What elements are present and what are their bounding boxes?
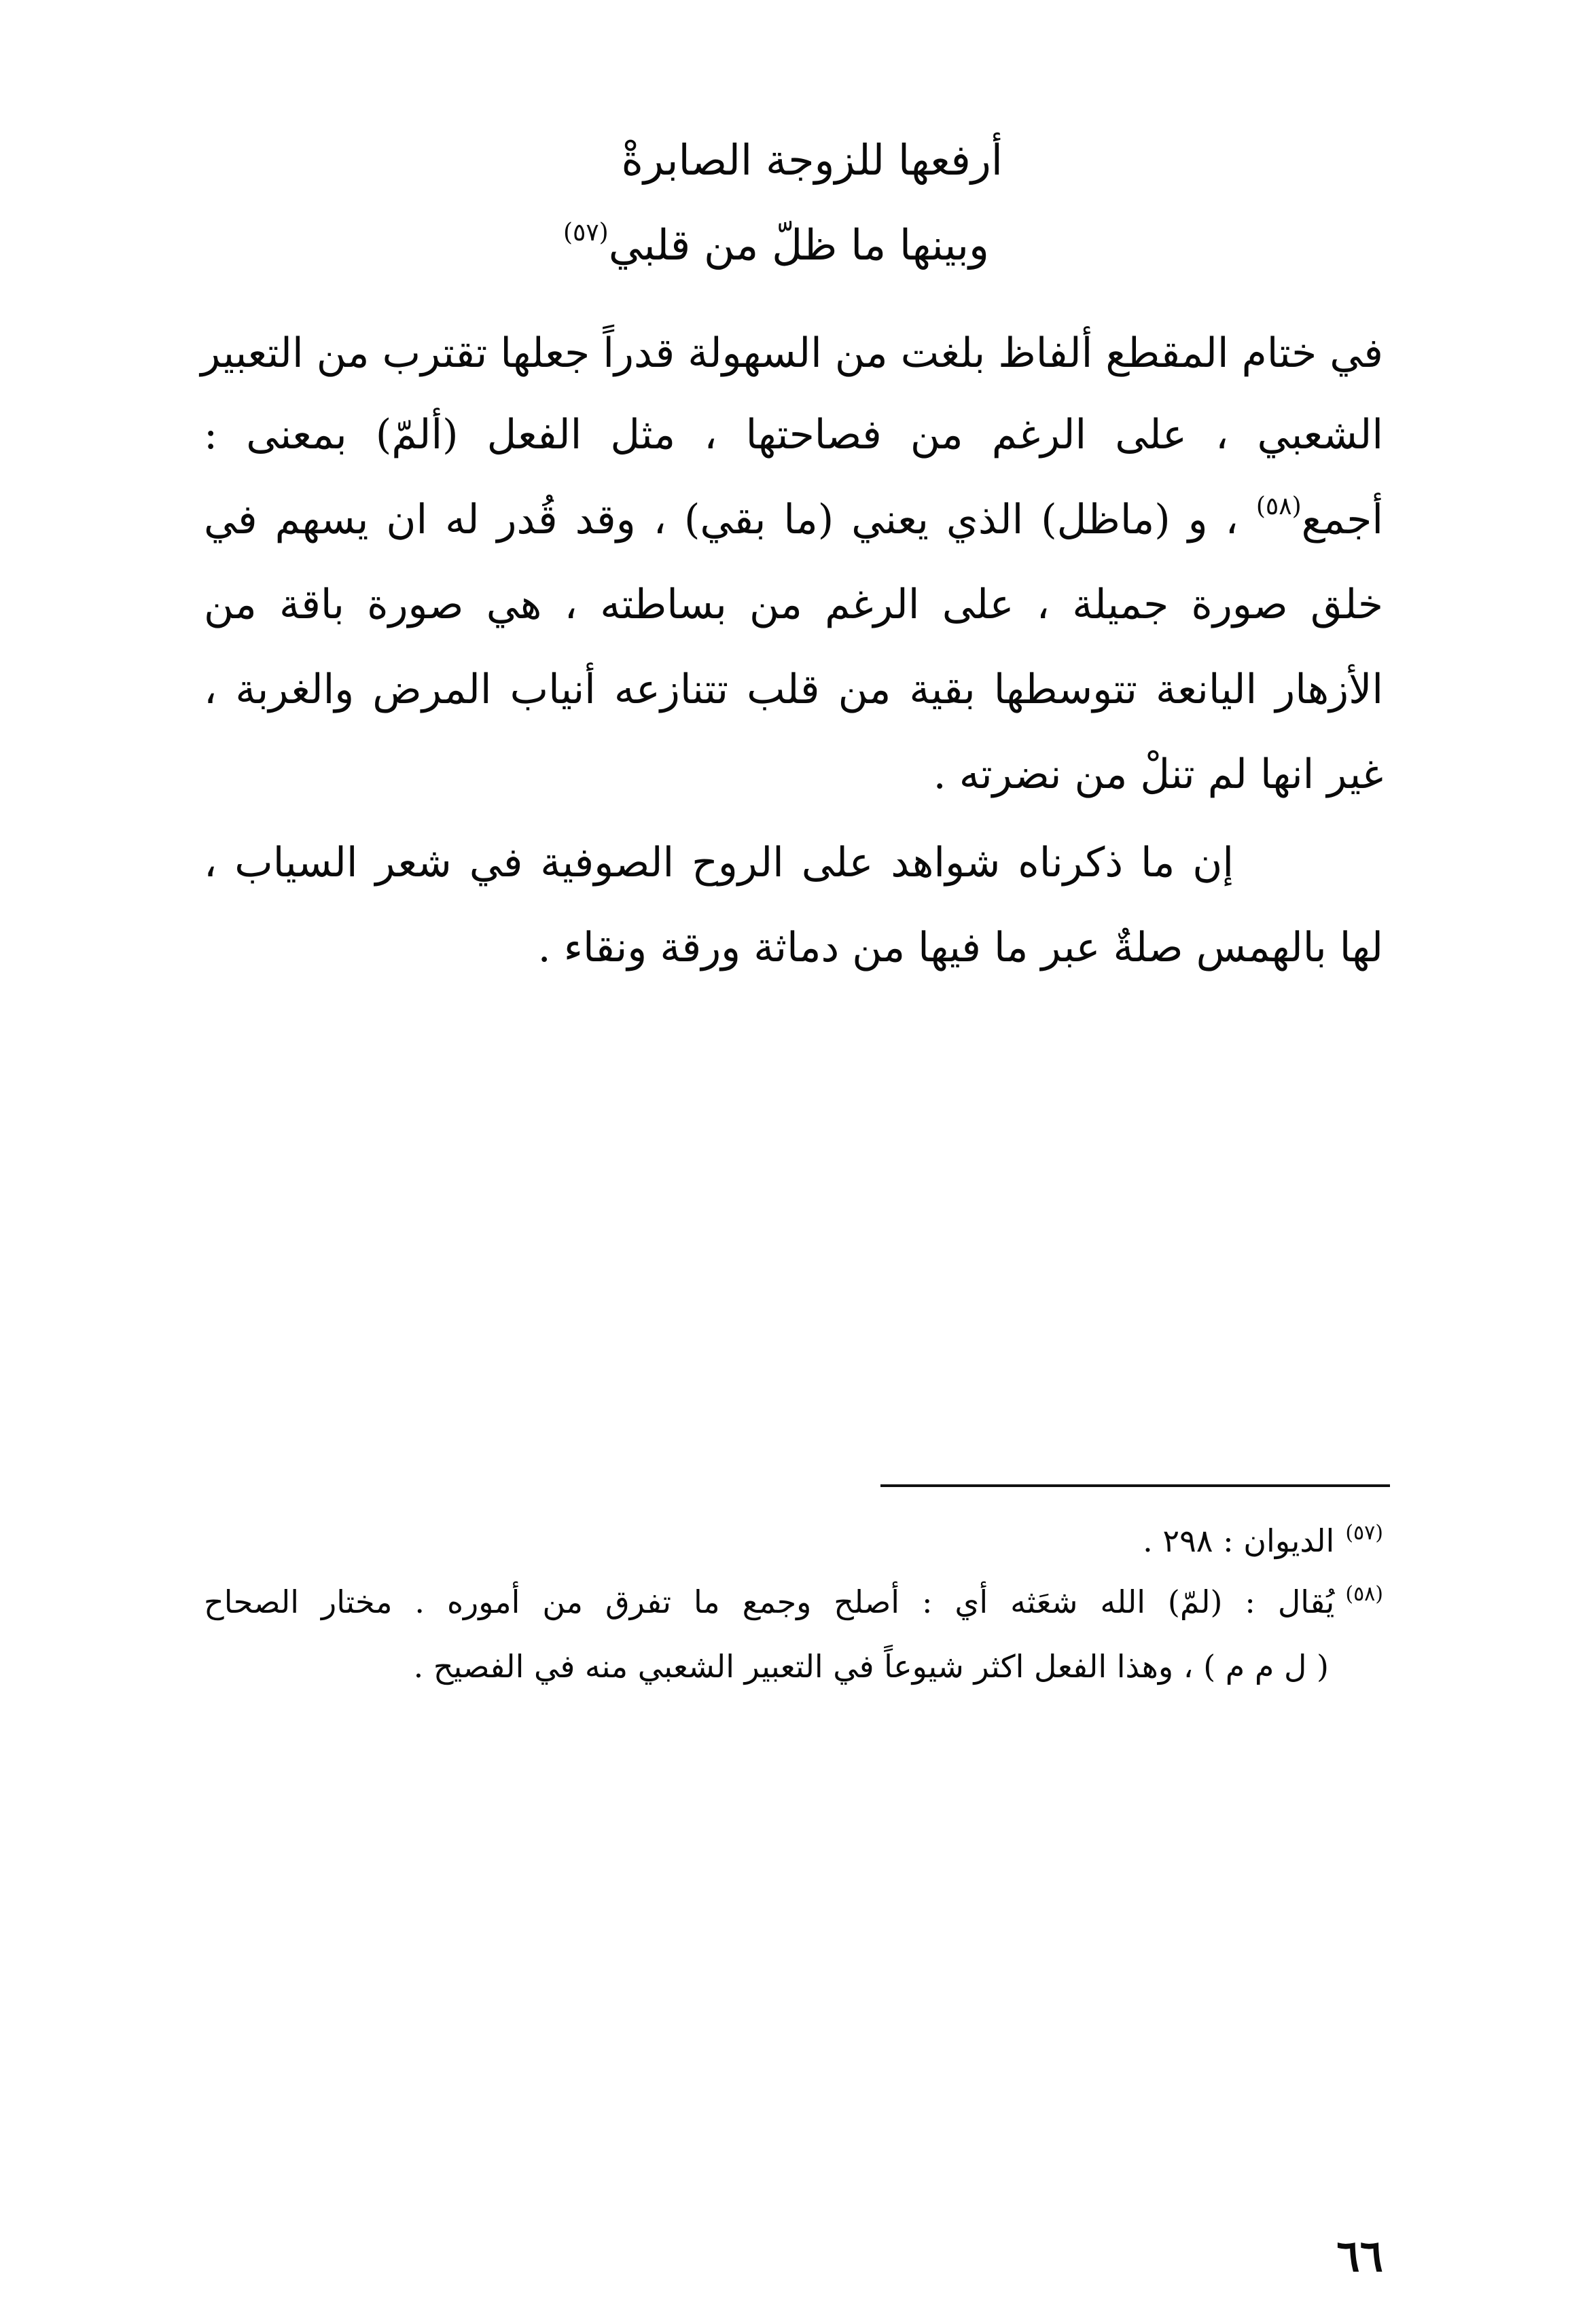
footnote-58-number: (٥٨) xyxy=(1345,1582,1384,1606)
paragraph-1-line-5: الأزهار اليانعة تتوسطها بقية من قلب تتنازعه أنياب المرض والغربة ، xyxy=(204,666,1383,713)
paragraph-1-line-3-start: أجمع xyxy=(1301,496,1383,543)
paragraph-2-line-2: لها بالهمس صلةٌ عبر ما فيها من دماثة ورقة ونقاء . xyxy=(537,924,1383,971)
paragraph-2-line-1: إن ما ذكرناه شواهد على الروح الصوفية في شعر السياب ، xyxy=(204,839,1234,887)
footnote-58-text-1: يُقال : (لمّ) الله شعَثه أي : أصلح وجمع ما تفرق من أموره . مختار الصحاح xyxy=(204,1584,1335,1620)
paragraph-1-line-3 xyxy=(204,493,1383,543)
footnote-58-line-1 xyxy=(204,1582,1384,1620)
footnote-separator xyxy=(880,1484,1390,1487)
footnote-57-text: الديوان : ٢٩٨ . xyxy=(1143,1522,1335,1559)
paragraph-1-line-6: غير انها لم تنلْ من نضرته . xyxy=(933,751,1383,798)
footnote-57 xyxy=(1143,1521,1383,1559)
poem-verse-2 xyxy=(563,219,989,270)
paragraph-1-line-1: في ختام المقطع ألفاظ بلغت من السهولة قدراً جعلها تقترب من التعبير xyxy=(200,329,1383,377)
paragraph-1-line-2: الشعبي ، على الرغم من فصاحتها ، مثل الفعل (ألمّ) بمعنى : xyxy=(204,411,1383,459)
page-number: ٦٦ xyxy=(1336,2231,1383,2282)
poem-verse-2-text: وبينها ما ظلّ من قلبي xyxy=(608,220,989,270)
footnote-ref-58: (٥٨) xyxy=(1255,493,1302,520)
paragraph-1-line-4: خلق صورة جميلة ، على الرغم من بساطته ، هي صورة باقة من xyxy=(204,581,1383,628)
footnote-58-line-2: ( ل م م ) ، وهذا الفعل اكثر شيوعاً في التعبير الشعبي منه في الفصيح . xyxy=(413,1648,1329,1685)
paragraph-1-line-3-rest: ، و (ماظل) الذي يعني (ما بقي) ، وقد قُدر له ان يسهم في xyxy=(204,496,1256,543)
footnote-ref-57: (٥٧) xyxy=(563,219,609,247)
footnote-57-number: (٥٧) xyxy=(1345,1521,1383,1545)
poem-verse-1: أرفعها للزوجة الصابرةْ xyxy=(621,135,1003,185)
